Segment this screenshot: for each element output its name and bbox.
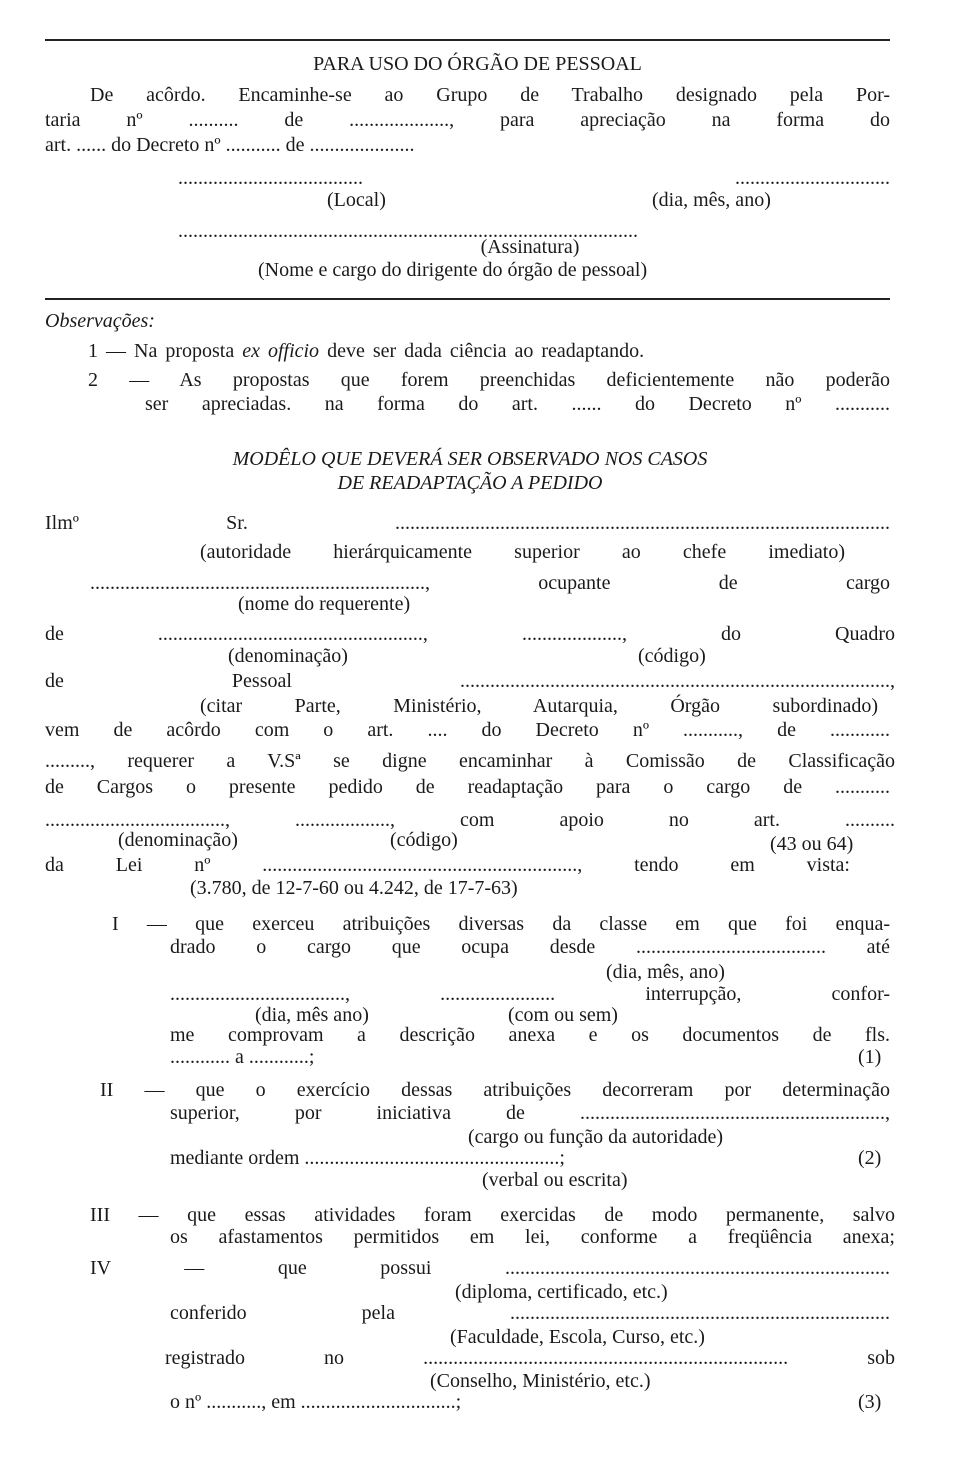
field-caption: (dia, mês, ano) — [652, 189, 771, 211]
paragraph-line: art. ...... do Decreto nº ........... de ..................... — [45, 134, 415, 156]
paragraph-line: De acôrdo. Encaminhe-se ao Grupo de Trabalho designado pela Por- — [90, 84, 890, 106]
section-rule — [45, 298, 890, 300]
model-heading: MODÊLO QUE DEVERÁ SER OBSERVADO NOS CASOS — [232, 448, 708, 470]
form-line: de Cargos o presente pedido de readaptação para o cargo de ........... — [45, 776, 890, 798]
fill-line-local-date: ..................................... ............................... — [178, 167, 890, 189]
field-caption: (Faculdade, Escola, Curso, etc.) — [450, 1326, 705, 1348]
footnote-marker: (3) — [858, 1391, 882, 1413]
item-line: ............ a ............; — [170, 1046, 315, 1068]
fill-line-signature: ............................................................................................ — [178, 220, 638, 242]
form-line: ...................................., ..................., com apoio no art. .......... — [45, 809, 895, 831]
footnote-marker: (2) — [858, 1147, 882, 1169]
field-caption: (Nome e cargo do dirigente do órgão de pessoal) — [258, 259, 648, 281]
item-line: me comprovam a descrição anexa e os documentos de fls. — [170, 1024, 890, 1046]
field-caption: (com ou sem) — [508, 1004, 618, 1026]
note-text: deve ser dada ciência ao readaptando. — [319, 340, 645, 362]
field-caption: (3.780, de 12-7-60 ou 4.242, de 17-7-63) — [190, 877, 518, 899]
paragraph-line: taria nº .......... de ...................., para apreciação na forma do — [45, 109, 890, 131]
field-caption: (Conselho, Ministério, etc.) — [430, 1370, 651, 1392]
form-line: ........., requerer a V.Sª se digne encaminhar à Comissão de Classificação — [45, 750, 895, 772]
field-caption: (autoridade hierárquicamente superior ao chefe imediato) — [200, 541, 845, 563]
field-caption: (denominação) — [228, 645, 348, 667]
form-line: da Lei nº ..............................................................., tendo em vista: — [45, 854, 850, 876]
form-line: Ilmº Sr. ................................................................................................... — [45, 512, 890, 534]
form-line: de Pessoal ......................................................................................, — [45, 670, 895, 692]
field-caption: (Assinatura) — [480, 236, 580, 258]
footnote-marker: (1) — [858, 1046, 882, 1068]
field-caption: (43 ou 64) — [770, 833, 854, 855]
observations-heading: Observações: — [45, 310, 155, 332]
item-line: registrado no ......................................................................... sob — [165, 1347, 895, 1369]
section-heading: PARA USO DO ÓRGÃO DE PESSOAL — [313, 53, 642, 75]
note-line: 2 — As propostas que forem preenchidas deficientemente não poderão — [88, 369, 890, 391]
top-rule — [45, 39, 890, 41]
latin-term: ex officio — [242, 340, 320, 362]
field-caption: (verbal ou escrita) — [482, 1169, 628, 1191]
note-line — [88, 339, 644, 363]
field-caption: (dia, mês ano) — [255, 1004, 369, 1026]
item-line: os afastamentos permitidos em lei, conforme a freqüência anexa; — [170, 1226, 895, 1248]
item-line: IV — que possui ............................................................................. — [90, 1257, 890, 1279]
field-caption: (dia, mês, ano) — [606, 961, 725, 983]
field-caption: (diploma, certificado, etc.) — [455, 1281, 668, 1303]
model-heading: DE READAPTAÇÃO A PEDIDO — [337, 472, 603, 494]
field-caption: (cargo ou função da autoridade) — [468, 1126, 724, 1148]
field-caption: (citar Parte, Ministério, Autarquia, Órgão subordinado) — [200, 695, 878, 717]
item-line: III — que essas atividades foram exercidas de modo permanente, salvo — [90, 1204, 895, 1226]
form-line: de ....................................................., ...................., do Quadro — [45, 623, 895, 645]
field-caption: (código) — [390, 829, 458, 851]
field-caption: (código) — [638, 645, 706, 667]
item-line: II — que o exercício dessas atribuições decorreram por determinação — [100, 1079, 890, 1101]
field-caption: (nome do requerente) — [238, 593, 411, 615]
item-line: mediante ordem ...................................................; — [170, 1147, 565, 1169]
item-line: superior, por iniciativa de ............................................................., — [170, 1102, 890, 1124]
field-caption: (Local) — [327, 189, 386, 211]
item-line: o nº ..........., em ...............................; — [170, 1391, 462, 1413]
item-line: drado o cargo que ocupa desde ...................................... até — [170, 936, 890, 958]
note-text: 1 — Na proposta — [88, 340, 243, 362]
form-line: ..................................................................., ocupante de cargo — [90, 572, 890, 594]
form-line: vem de acôrdo com o art. .... do Decreto nº ..........., de ............ — [45, 719, 890, 741]
note-line: ser apreciadas. na forma do art. ...... do Decreto nº ........... — [145, 393, 890, 415]
item-line: conferido pela ............................................................................ — [170, 1302, 890, 1324]
item-line: I — que exerceu atribuições diversas da classe em que foi enqua- — [112, 913, 890, 935]
field-caption: (denominação) — [118, 829, 238, 851]
item-line: ..................................., ....................... interrupção, confor- — [170, 983, 890, 1005]
